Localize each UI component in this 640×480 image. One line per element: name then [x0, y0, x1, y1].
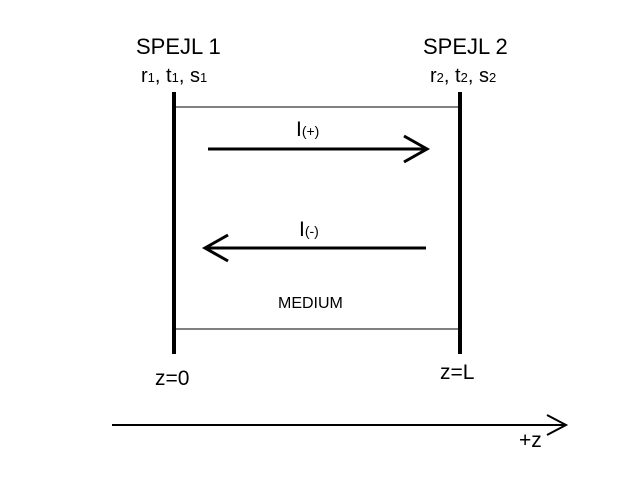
z-axis-arrow: [112, 415, 566, 435]
mirror-1-position-label: z=0: [155, 367, 190, 390]
param-r2-symbol: r: [430, 65, 437, 87]
param-t1-index: 1: [171, 70, 179, 85]
param-t1-symbol: t: [166, 65, 172, 87]
mirror-1-params: r1, t1, s1: [141, 65, 208, 87]
param-t2-index: 2: [460, 70, 468, 85]
mirror-1-title: SPEJL 1: [136, 34, 221, 59]
param-r1-index: 1: [147, 70, 155, 85]
param-t2-symbol: t: [455, 65, 461, 87]
forward-beam-label: I(+): [296, 118, 320, 141]
param-r1-symbol: r: [141, 65, 148, 87]
medium-label: MEDIUM: [278, 295, 343, 312]
mirror-2-title: SPEJL 2: [423, 34, 508, 59]
z-axis-label: +z: [519, 429, 542, 452]
param-s2-index: 2: [488, 70, 497, 85]
param-s2-symbol: s: [478, 65, 489, 87]
param-s1-symbol: s: [189, 65, 200, 87]
param-r2-index: 2: [436, 70, 444, 85]
backward-beam-label: I(-): [299, 218, 319, 241]
param-s1-index: 1: [199, 70, 208, 85]
mirror-2-position-label: z=L: [440, 361, 475, 384]
mirror-2-params: r2, t2, s2: [430, 65, 497, 87]
